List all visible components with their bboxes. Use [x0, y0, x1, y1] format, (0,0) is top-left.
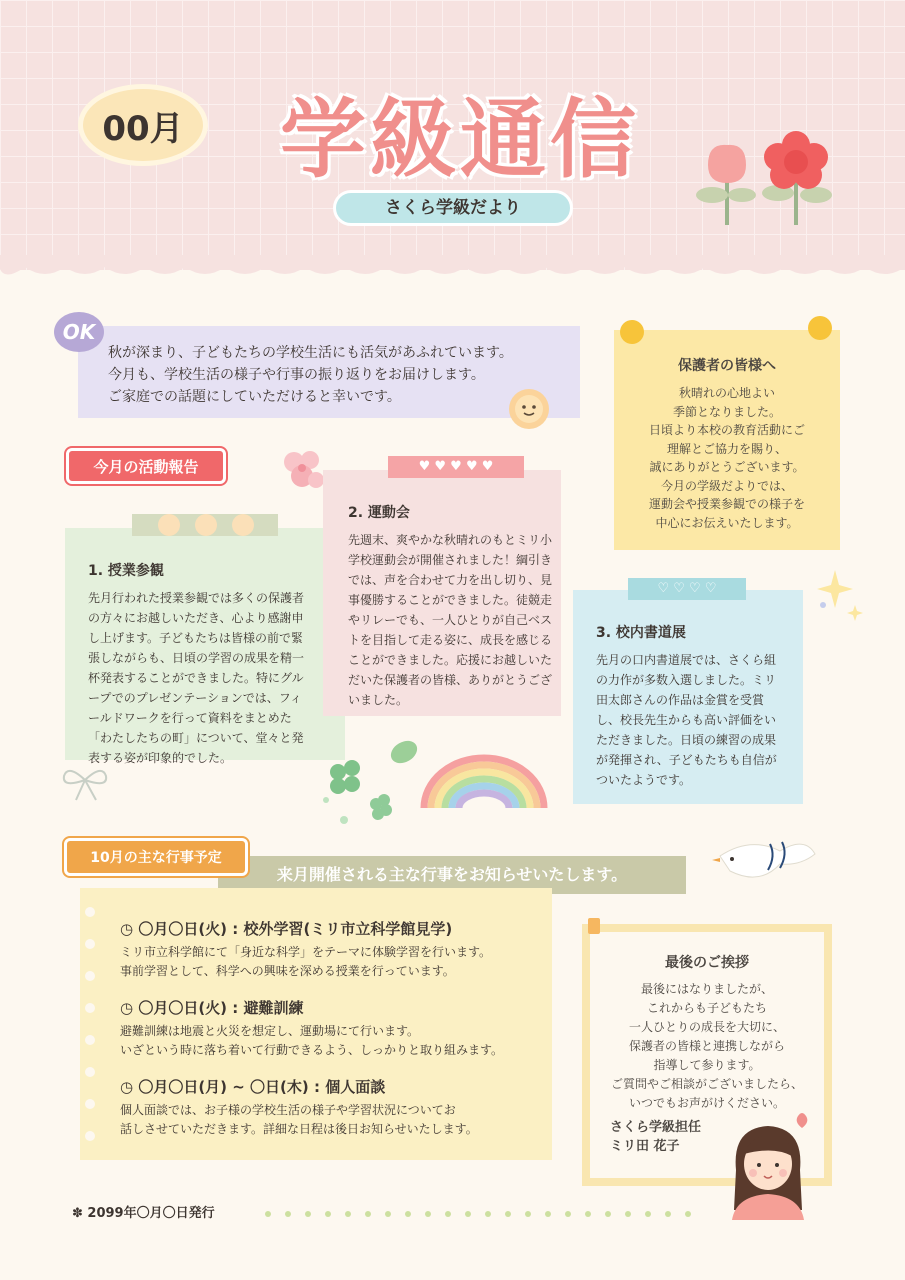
card-line: 張しながらも、日頃の学習の成果を精一 — [88, 651, 305, 665]
card-title: 3. 校内書道展 — [596, 625, 686, 641]
card-line: 先週末、爽やかな秋晴れのもとミリ小 — [348, 533, 553, 547]
issue-date: ✽ 2099年〇月〇日発行 — [72, 1206, 215, 1221]
card-line: ことができました。応援にお越しいた — [348, 653, 553, 667]
card-line: 先月行われた授業参観では多くの保護者 — [88, 591, 305, 605]
closing-line: いつでもお声がけください。 — [628, 1096, 785, 1110]
intro-text — [108, 342, 513, 408]
events-banner: 来月開催される主な行事をお知らせいたします。 — [218, 856, 686, 894]
card-line: トを目指して走る姿に、成長を感じる — [348, 633, 553, 647]
card-line: ただきました。日頃の練習の成果 — [596, 733, 777, 747]
card-title: 2. 運動会 — [348, 505, 410, 521]
card-body — [348, 530, 558, 710]
event-item — [120, 997, 548, 1060]
parents-line: 日頃より本校の教育活動にご — [648, 423, 805, 437]
parents-line: 中心にお伝えいたします。 — [655, 515, 799, 530]
hearts-tape-decoration: ♥ ♥ ♥ ♥ ♥ — [388, 456, 524, 478]
pin-icon — [808, 316, 832, 340]
subtitle-badge: さくら学級だより — [333, 190, 573, 226]
header-wave-edge — [0, 255, 905, 285]
card-line: ールドワークを行って資料をまとめた — [88, 711, 292, 725]
card-line: 杯発表することができました。特にグル — [88, 671, 304, 685]
card-line: し上げます。子どもたちは皆様の前で緊 — [88, 631, 304, 645]
card-line: の方々にお越しいただき、心より感謝申 — [88, 611, 304, 625]
clock-icon: ◷ — [120, 1078, 139, 1096]
card-title: 1. 授業参観 — [88, 563, 164, 579]
event-line: 話しさせていただきます。詳細な日程は後日お知らせいたします。 — [120, 1122, 478, 1136]
sparkle-icon — [815, 565, 865, 625]
smile-face-icon — [232, 514, 254, 536]
parents-line: 誠にありがとうございます。 — [649, 460, 805, 474]
sun-face-icon — [507, 387, 551, 431]
tape-corner — [588, 918, 600, 934]
teacher-signature — [610, 1118, 701, 1156]
card-body — [596, 650, 801, 790]
card-line: 田太郎さんの作品は金賞を受賞 — [596, 693, 765, 707]
card-line: だいた保護者の皆様、ありがとうござ — [348, 673, 553, 687]
event-line: ミリ市立科学館にて「身近な科学」をテーマに体験学習を行います。 — [120, 945, 492, 959]
card-line: ープでのプレゼンテーションでは、フィ — [88, 691, 302, 705]
clock-icon: ◷ — [120, 999, 139, 1017]
closing-line: ご質問やご相談がございましたら、 — [610, 1077, 803, 1091]
month-badge: 00月 — [78, 84, 208, 166]
card-line: ついたようです。 — [596, 773, 692, 787]
ribbon-icon — [58, 762, 112, 802]
hearts-tape-decoration: ♡ ♡ ♡ ♡ — [628, 578, 746, 600]
card-line: 表する姿が印象的でした。 — [88, 751, 233, 765]
event-line: いざという時に落ち着いて行動できるよう、しっかりと取り組みます。 — [120, 1043, 504, 1057]
pin-icon — [620, 320, 644, 344]
tulip-flowers-illustration — [690, 115, 840, 230]
closing-line: 一人ひとりの成長を大切に、 — [628, 1020, 785, 1034]
closing-line: これからも子どもたち — [646, 1001, 767, 1015]
card-line: の力作が多数入選しました。ミリ — [596, 673, 777, 687]
event-line: 事前学習として、科学への興味を深める授業を行っています。 — [120, 964, 455, 978]
event-title: 〇月〇日(月) ~ 〇日(木) : 個人面談 — [138, 1078, 386, 1096]
card-line: 事優勝することができました。徒競走 — [348, 593, 553, 607]
closing-title: 最後のご挨拶 — [665, 955, 749, 971]
activities-section-label: 今月の活動報告 — [66, 448, 226, 484]
parents-line: 秋晴れの心地よい — [678, 386, 775, 400]
card-line: し、校長先生からも高い評価をい — [596, 713, 777, 727]
event-line: 避難訓練は地震と火災を想定し、運動場にて行います。 — [120, 1024, 420, 1038]
parents-note-title: 保護者の皆様へ — [678, 358, 776, 374]
parents-note-body — [619, 384, 835, 532]
card-line: いました。 — [348, 693, 409, 707]
intro-line: ご家庭での話題にしていただけると幸いです。 — [108, 389, 401, 405]
clover-leaves-illustration — [318, 738, 424, 830]
closing-line: 保護者の皆様と連携しながら — [628, 1039, 785, 1053]
card-line: 先月の口内書道展では、さくら組 — [596, 653, 777, 667]
card-line: 学校運動会が開催されました！綱引き — [348, 553, 553, 567]
card-line: やリレーでも、一人ひとりが自己ベス — [348, 613, 553, 627]
event-title: 〇月〇日(火) : 校外学習(ミリ市立科学館見学) — [138, 920, 453, 938]
ok-badge: OK — [54, 312, 104, 352]
parents-line: 今月の学級だよりでは、 — [660, 478, 793, 493]
card-body — [88, 588, 338, 768]
event-title: 〇月〇日(火) : 避難訓練 — [138, 999, 304, 1017]
intro-line: 秋が深まり、子どもたちの学校生活にも活気があふれています。 — [108, 345, 513, 361]
smile-face-icon — [158, 514, 180, 536]
parents-line: 理解とご協力を賜り、 — [666, 441, 787, 456]
event-line: 個人面談では、お子様の学校生活の様子や学習状況についてお — [120, 1103, 456, 1117]
rainbow-illustration — [418, 752, 550, 812]
events-section-label: 10月の主な行事予定 — [64, 838, 248, 876]
smile-face-icon — [195, 514, 217, 536]
notebook-holes — [80, 900, 100, 1150]
teacher-avatar-illustration — [722, 1110, 814, 1220]
card-line: が発揮され、子どもたちも自信が — [596, 753, 777, 767]
signature-name: ミリ田 花子 — [610, 1139, 680, 1154]
page-title: 学級通信 — [280, 90, 640, 190]
closing-line: 最後にはなりましたが、 — [640, 982, 773, 996]
bird-illustration — [710, 826, 820, 896]
clock-icon: ◷ — [120, 920, 139, 938]
card-line: では、声を合わせて力を出し切り、見 — [348, 573, 553, 587]
card-line: 「わたしたちの町」について、堂々と発 — [88, 731, 304, 745]
intro-line: 今月も、学校生活の様子や行事の振り返りをお届けします。 — [108, 367, 485, 383]
parents-line: 季節となりました。 — [672, 404, 781, 419]
event-item — [120, 1076, 548, 1139]
event-item — [120, 918, 548, 981]
signature-role: さくら学級担任 — [610, 1120, 702, 1135]
sprout-border-decoration — [262, 1206, 702, 1220]
closing-body — [590, 980, 824, 1113]
closing-line: 指導して参ります。 — [653, 1058, 761, 1072]
parents-line: 運動会や授業参観での様子を — [648, 497, 805, 511]
